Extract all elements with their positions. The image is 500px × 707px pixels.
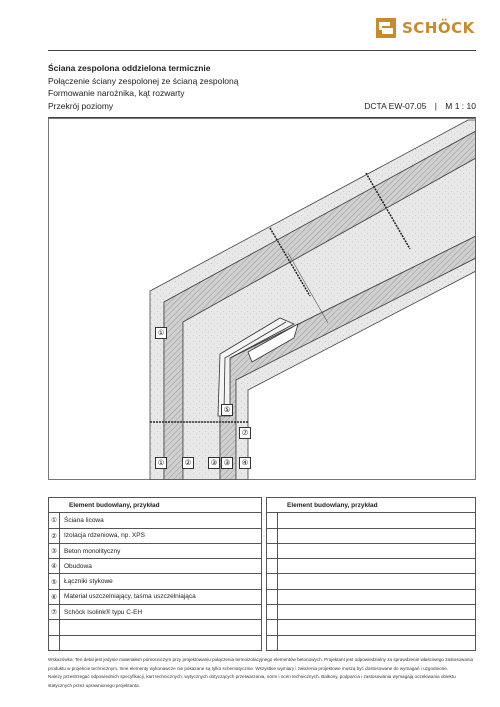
subtitle-connection: Połączenie ściany zespolonej ze ścianą zespoloną: [48, 75, 239, 86]
disclaimer-line: statycznych przez uprawnionego projektanta.: [48, 682, 140, 688]
disclaimer-line: Należy przestrzegać odpowiednich specyfikacji, kart technicznych, wytycznych dotyczących przetwarzania, norm i ocen technicznych. Balkony, podparcia i zastosowania wymagają oczekiwania obiektu: [48, 674, 456, 679]
row-text: [60, 620, 262, 635]
table-row: [49, 620, 262, 635]
row-number: ③: [49, 543, 60, 558]
header-top-rule: [48, 50, 476, 51]
row-number: [267, 513, 278, 528]
table-row: [49, 574, 262, 589]
row-number: ④: [49, 559, 60, 574]
disclaimer: [48, 656, 476, 690]
row-text: [278, 513, 476, 528]
row-text: [278, 620, 476, 635]
row-number: [267, 635, 278, 650]
subtitle-section: Przekrój poziomy: [48, 100, 114, 111]
row-text: Ściana licowa: [60, 513, 262, 528]
row-number: ①: [49, 513, 60, 528]
table-row: [267, 620, 476, 635]
table-row: [49, 543, 262, 558]
row-text: [278, 543, 476, 558]
document-title: Ściana zespolona oddzielona termicznie: [48, 63, 211, 73]
table-row: [49, 605, 262, 620]
label-1-bottom: ①: [155, 457, 167, 469]
label-2: ②: [182, 457, 194, 469]
table-row: [267, 635, 476, 650]
row-text: Beton monolityczny: [60, 543, 262, 558]
row-text: [278, 528, 476, 543]
disclaimer-line: Wskazówka: Ten detal jest jedynie materiałem pomocniczym przy projektowaniu połączenia termoizolacyjnego elementów betonowych. Projektant jest odpowiedzialny za sprawdzenie właściwego zastosowania: [48, 657, 474, 662]
label-7: ⑦: [239, 427, 251, 439]
disclaimer-line: produktu w projekcie technicznym. Inne elementy wykonawcze nie pokazane są tylko schematycznie. Wszystkie wymiary i założenia projektowe muszą być dostosowane do wymagań i uzgodnione.: [48, 665, 449, 671]
row-text: [278, 635, 476, 650]
table-row: [49, 528, 262, 543]
table-row: [267, 605, 476, 620]
row-number: [267, 605, 278, 620]
row-text: Obudowa: [60, 559, 262, 574]
row-number: [267, 589, 278, 604]
legend-right-header: Element budowlany, przykład: [267, 498, 476, 513]
row-text: [278, 559, 476, 574]
row-text: [278, 605, 476, 620]
legend-table-right: [266, 497, 476, 651]
table-row: [49, 559, 262, 574]
row-text: [278, 574, 476, 589]
row-number: [49, 635, 60, 650]
row-number: [267, 528, 278, 543]
row-number: [267, 574, 278, 589]
row-text: Izolacja rdzeniowa, np. XPS: [60, 528, 262, 543]
row-text: Materiał uszczelniający, taśma uszczelniająca: [60, 589, 262, 604]
table-row: [49, 589, 262, 604]
table-row: [267, 589, 476, 604]
subtitle-corner: Formowanie narożnika, kąt rozwarty: [48, 88, 185, 98]
section-drawing: [48, 118, 476, 480]
row-number: ②: [49, 528, 60, 543]
brand-name: SCHÖCK: [402, 19, 475, 37]
label-3: ③: [208, 457, 220, 469]
row-text: [278, 589, 476, 604]
row-number: [49, 620, 60, 635]
label-3-bottom: ③: [221, 457, 233, 469]
row-number: ⑤: [49, 574, 60, 589]
drawing-reference: [364, 100, 476, 113]
schock-logo-icon: [376, 18, 396, 38]
label-4: ④: [239, 457, 251, 469]
row-number: [267, 543, 278, 558]
label-5: ⑤: [221, 404, 233, 416]
legend-left-header: Element budowlany, przykład: [49, 498, 262, 513]
drawing-code: DCTA EW-07.05: [364, 100, 427, 111]
table-row: [267, 559, 476, 574]
table-row: [49, 635, 262, 650]
row-number: ⑥: [49, 589, 60, 604]
table-row: [49, 513, 262, 528]
row-number: [267, 559, 278, 574]
label-1: ①: [155, 327, 167, 339]
table-row: [267, 574, 476, 589]
row-text: Schöck Isolink® typu C-EH: [60, 605, 262, 620]
row-text: Łączniki stykowe: [60, 574, 262, 589]
table-row: [267, 543, 476, 558]
row-number: ⑦: [49, 605, 60, 620]
row-number: [267, 620, 278, 635]
document-header: [48, 62, 476, 112]
reference-separator: |: [434, 100, 437, 111]
row-text: [60, 635, 262, 650]
legend-table-left: [48, 497, 262, 651]
table-row: [267, 513, 476, 528]
table-row: [267, 528, 476, 543]
schock-logo: [376, 18, 475, 38]
drawing-scale: M 1 : 10: [445, 100, 476, 111]
